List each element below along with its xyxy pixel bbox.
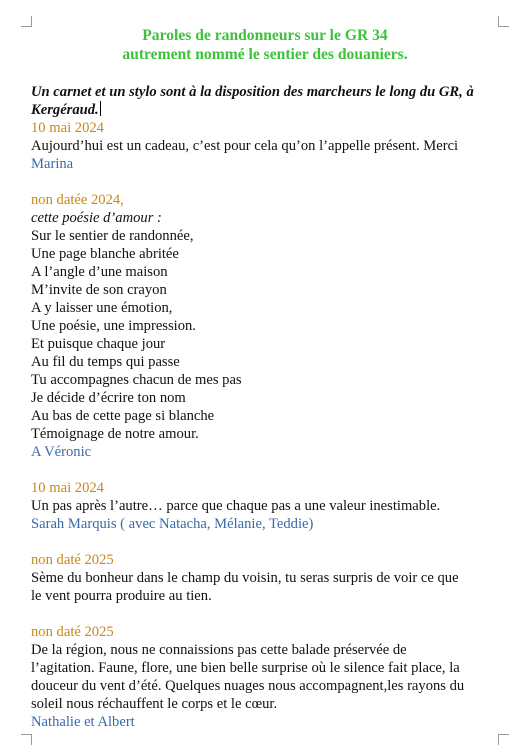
poem bbox=[31, 227, 499, 443]
entry-4 bbox=[31, 551, 499, 605]
poem-line: Une poésie, une impression. bbox=[31, 318, 196, 334]
entry-text-line: De la région, nous ne connaissions pas cette balade préservée de bbox=[31, 642, 407, 658]
poem-line: Une page blanche abritée bbox=[31, 246, 179, 262]
intro-text: Un carnet et un stylo sont à la disposition des marcheurs le long du GR, à Kergéraud. bbox=[31, 84, 474, 118]
poem-line: Au bas de cette page si blanche bbox=[31, 408, 215, 424]
entry-signature: Sarah Marquis ( avec Natacha, Mélanie, Teddie) bbox=[31, 516, 314, 532]
entry-1 bbox=[31, 119, 499, 173]
title-line-1: Paroles de randonneurs sur le GR 34 bbox=[142, 27, 388, 44]
entry-2 bbox=[31, 191, 499, 461]
poem-line: Je décide d’écrire ton nom bbox=[31, 390, 186, 406]
entry-text-line: douceur du vent d’été. Quelques nuages nous accompagnent,les rayons du bbox=[31, 678, 465, 694]
poem-line: A l’angle d’une maison bbox=[31, 264, 168, 280]
poem-line: Et puisque chaque jour bbox=[31, 336, 166, 352]
entry-date: 10 mai 2024 bbox=[31, 480, 104, 496]
entry-signature: Marina bbox=[31, 156, 74, 172]
entry-signature: A Véronic bbox=[31, 444, 92, 460]
poem-line: A y laisser une émotion, bbox=[31, 300, 173, 316]
poem-intro: cette poésie d’amour : bbox=[31, 210, 162, 226]
entry-date: 10 mai 2024 bbox=[31, 120, 104, 136]
entry-text-line: le vent pourra produire au tien. bbox=[31, 588, 212, 604]
page-corner-mark-bottom-right bbox=[498, 734, 509, 745]
entry-text-line: Aujourd’hui est un cadeau, c’est pour cela qu’on l’appelle présent. Merci bbox=[31, 138, 459, 154]
entry-signature: Nathalie et Albert bbox=[31, 714, 135, 730]
document-title bbox=[31, 26, 499, 64]
poem-line: Au fil du temps qui passe bbox=[31, 354, 180, 370]
entry-text bbox=[31, 569, 499, 605]
poem-line: M’invite de son crayon bbox=[31, 282, 167, 298]
intro-paragraph[interactable] bbox=[31, 83, 499, 119]
entry-text-line: Un pas après l’autre… parce que chaque pas a une valeur inestimable. bbox=[31, 498, 441, 514]
entry-text-line: l’agitation. Faune, flore, une bien belle surprise où le silence fait place, la bbox=[31, 660, 460, 676]
entry-text-line: Sème du bonheur dans le champ du voisin, tu seras surpris de voir ce que bbox=[31, 570, 459, 586]
entry-5 bbox=[31, 623, 499, 731]
document-page[interactable] bbox=[31, 25, 499, 749]
entry-text-line: soleil nous réchauffent le corps et le cœur. bbox=[31, 696, 278, 712]
entry-date: non datée 2024, bbox=[31, 192, 124, 208]
entry-text bbox=[31, 137, 499, 155]
poem-line: Tu accompagnes chacun de mes pas bbox=[31, 372, 242, 388]
entry-text bbox=[31, 641, 499, 713]
entry-date: non daté 2025 bbox=[31, 552, 114, 568]
text-cursor bbox=[100, 101, 101, 116]
title-line-2: autrement nommé le sentier des douaniers. bbox=[122, 46, 408, 63]
page-corner-mark-top-right bbox=[498, 16, 509, 27]
entry-text bbox=[31, 497, 499, 515]
poem-line: Témoignage de notre amour. bbox=[31, 426, 199, 442]
entry-date: non daté 2025 bbox=[31, 624, 114, 640]
entry-3 bbox=[31, 479, 499, 533]
poem-line: Sur le sentier de randonnée, bbox=[31, 228, 194, 244]
